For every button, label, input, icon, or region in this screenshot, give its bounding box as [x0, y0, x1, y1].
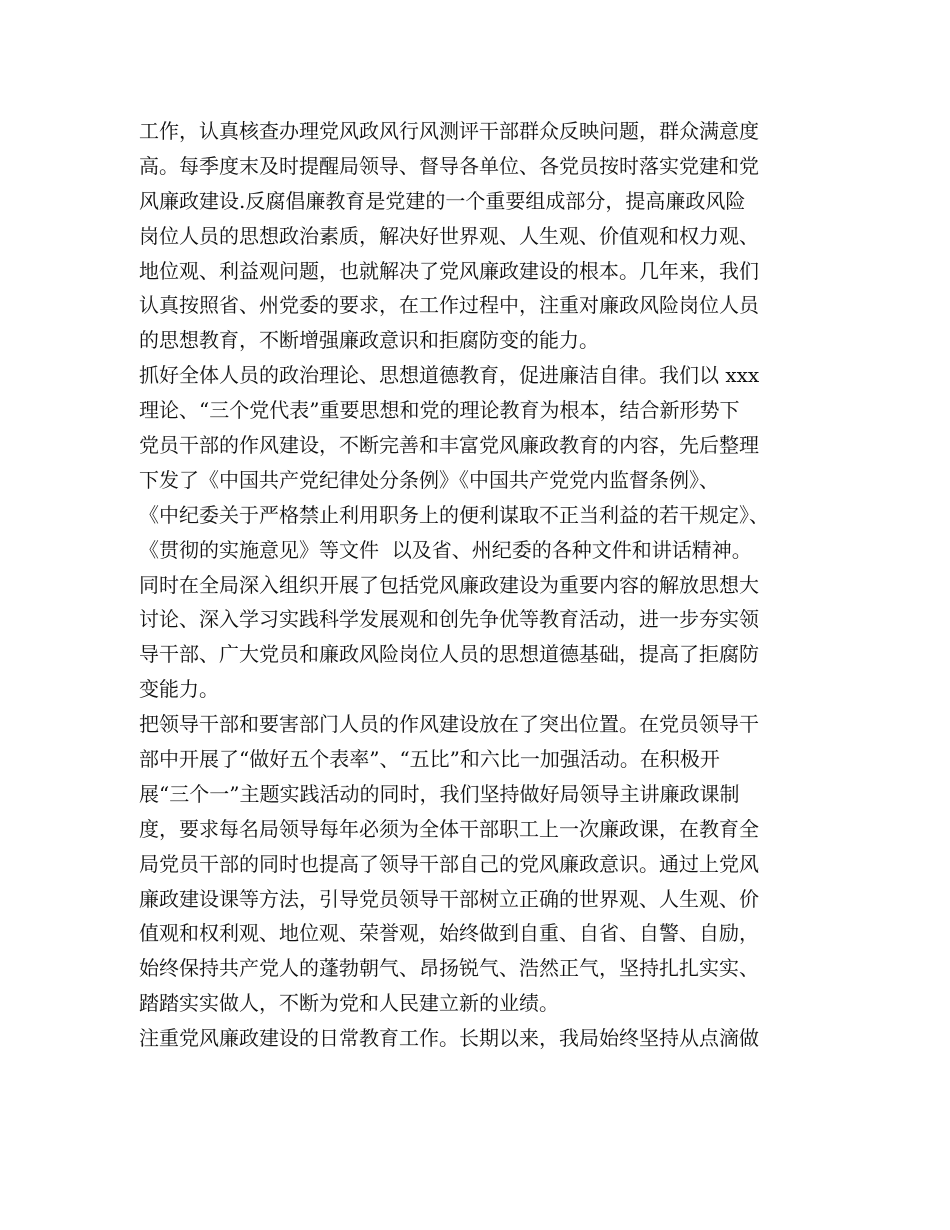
text-line: 踏踏实实做人，不断为党和人民建立新的业绩。: [139, 991, 559, 1016]
text-line: 岗位人员的思想政治素质，解决好世界观、人生观、价值观和权力观、: [139, 223, 759, 248]
text-line: 度，要求每名局领导每年必须为全体干部职工上一次廉政课，在教育全: [139, 816, 759, 841]
text-line: 认真按照省、州党委的要求，在工作过程中，注重对廉政风险岗位人员: [139, 293, 759, 318]
text-line: 党员干部的作风建设，不断完善和丰富党风廉政教育的内容，先后整理: [139, 433, 759, 458]
text-line: 高。每季度末及时提醒局领导、督导各单位、各党员按时落实党建和党: [139, 153, 759, 178]
text-line: 理论、“三个党代表”重要思想和党的理论教育为根本，结合新形势下: [139, 398, 740, 423]
text-line: 《贯彻的实施意见》等文件 以及省、州纪委的各种文件和讲话精神。: [139, 537, 752, 562]
text-line: 变能力。: [139, 677, 219, 702]
text-line: 始终保持共产党人的蓬勃朝气、昂扬锐气、浩然正气，坚持扎扎实实、: [139, 956, 759, 981]
text-line: 展“三个一”主题实践活动的同时，我们坚持做好局领导主讲廉政课制: [139, 781, 740, 806]
text-line: 抓好全体人员的政治理论、思想道德教育，促进廉洁自律。我们以 xxx: [139, 363, 760, 388]
text-line: 讨论、深入学习实践科学发展观和创先争优等教育活动，进一步夯实领: [139, 607, 759, 632]
text-line: 工作，认真核查办理党风政风行风测评干部群众反映问题，群众满意度: [139, 119, 759, 143]
document-body: [139, 114, 839, 1056]
text-line: 注重党风廉政建设的日常教育工作。长期以来，我局始终坚持从点滴做: [139, 1026, 759, 1051]
text-line: 地位观、利益观问题，也就解决了党风廉政建设的根本。几年来，我们: [139, 258, 759, 283]
text-line: 下发了《中国共产党纪律处分条例》《中国共产党党内监督条例》、: [139, 467, 719, 492]
text-line: 导干部、广大党员和廉政风险岗位人员的思想道德基础，提高了拒腐防: [139, 642, 759, 667]
text-line: 值观和权利观、地位观、荣誉观，始终做到自重、自省、自警、自励，: [139, 921, 759, 946]
text-line: 同时在全局深入组织开展了包括党风廉政建设为重要内容的解放思想大: [139, 572, 759, 597]
text-line: 部中开展了“做好五个表率”、“五比”和六比一加强活动。在积极开: [139, 747, 720, 772]
text-line: 风廉政建设.反腐倡廉教育是党建的一个重要组成部分，提高廉政风险: [139, 188, 746, 213]
text-line: 廉政建设课等方法，引导党员领导干部树立正确的世界观、人生观、价: [139, 886, 759, 911]
text-line: 局党员干部的同时也提高了领导干部自己的党风廉政意识。通过上党风: [139, 851, 759, 876]
text-line: 把领导干部和要害部门人员的作风建设放在了突出位置。在党员领导干: [139, 712, 759, 737]
text-line: 《中纪委关于严格禁止利用职务上的便利谋取不正当利益的若干规定》、: [139, 502, 769, 527]
text-line: 的思想教育，不断增强廉政意识和拒腐防变的能力。: [139, 328, 599, 353]
